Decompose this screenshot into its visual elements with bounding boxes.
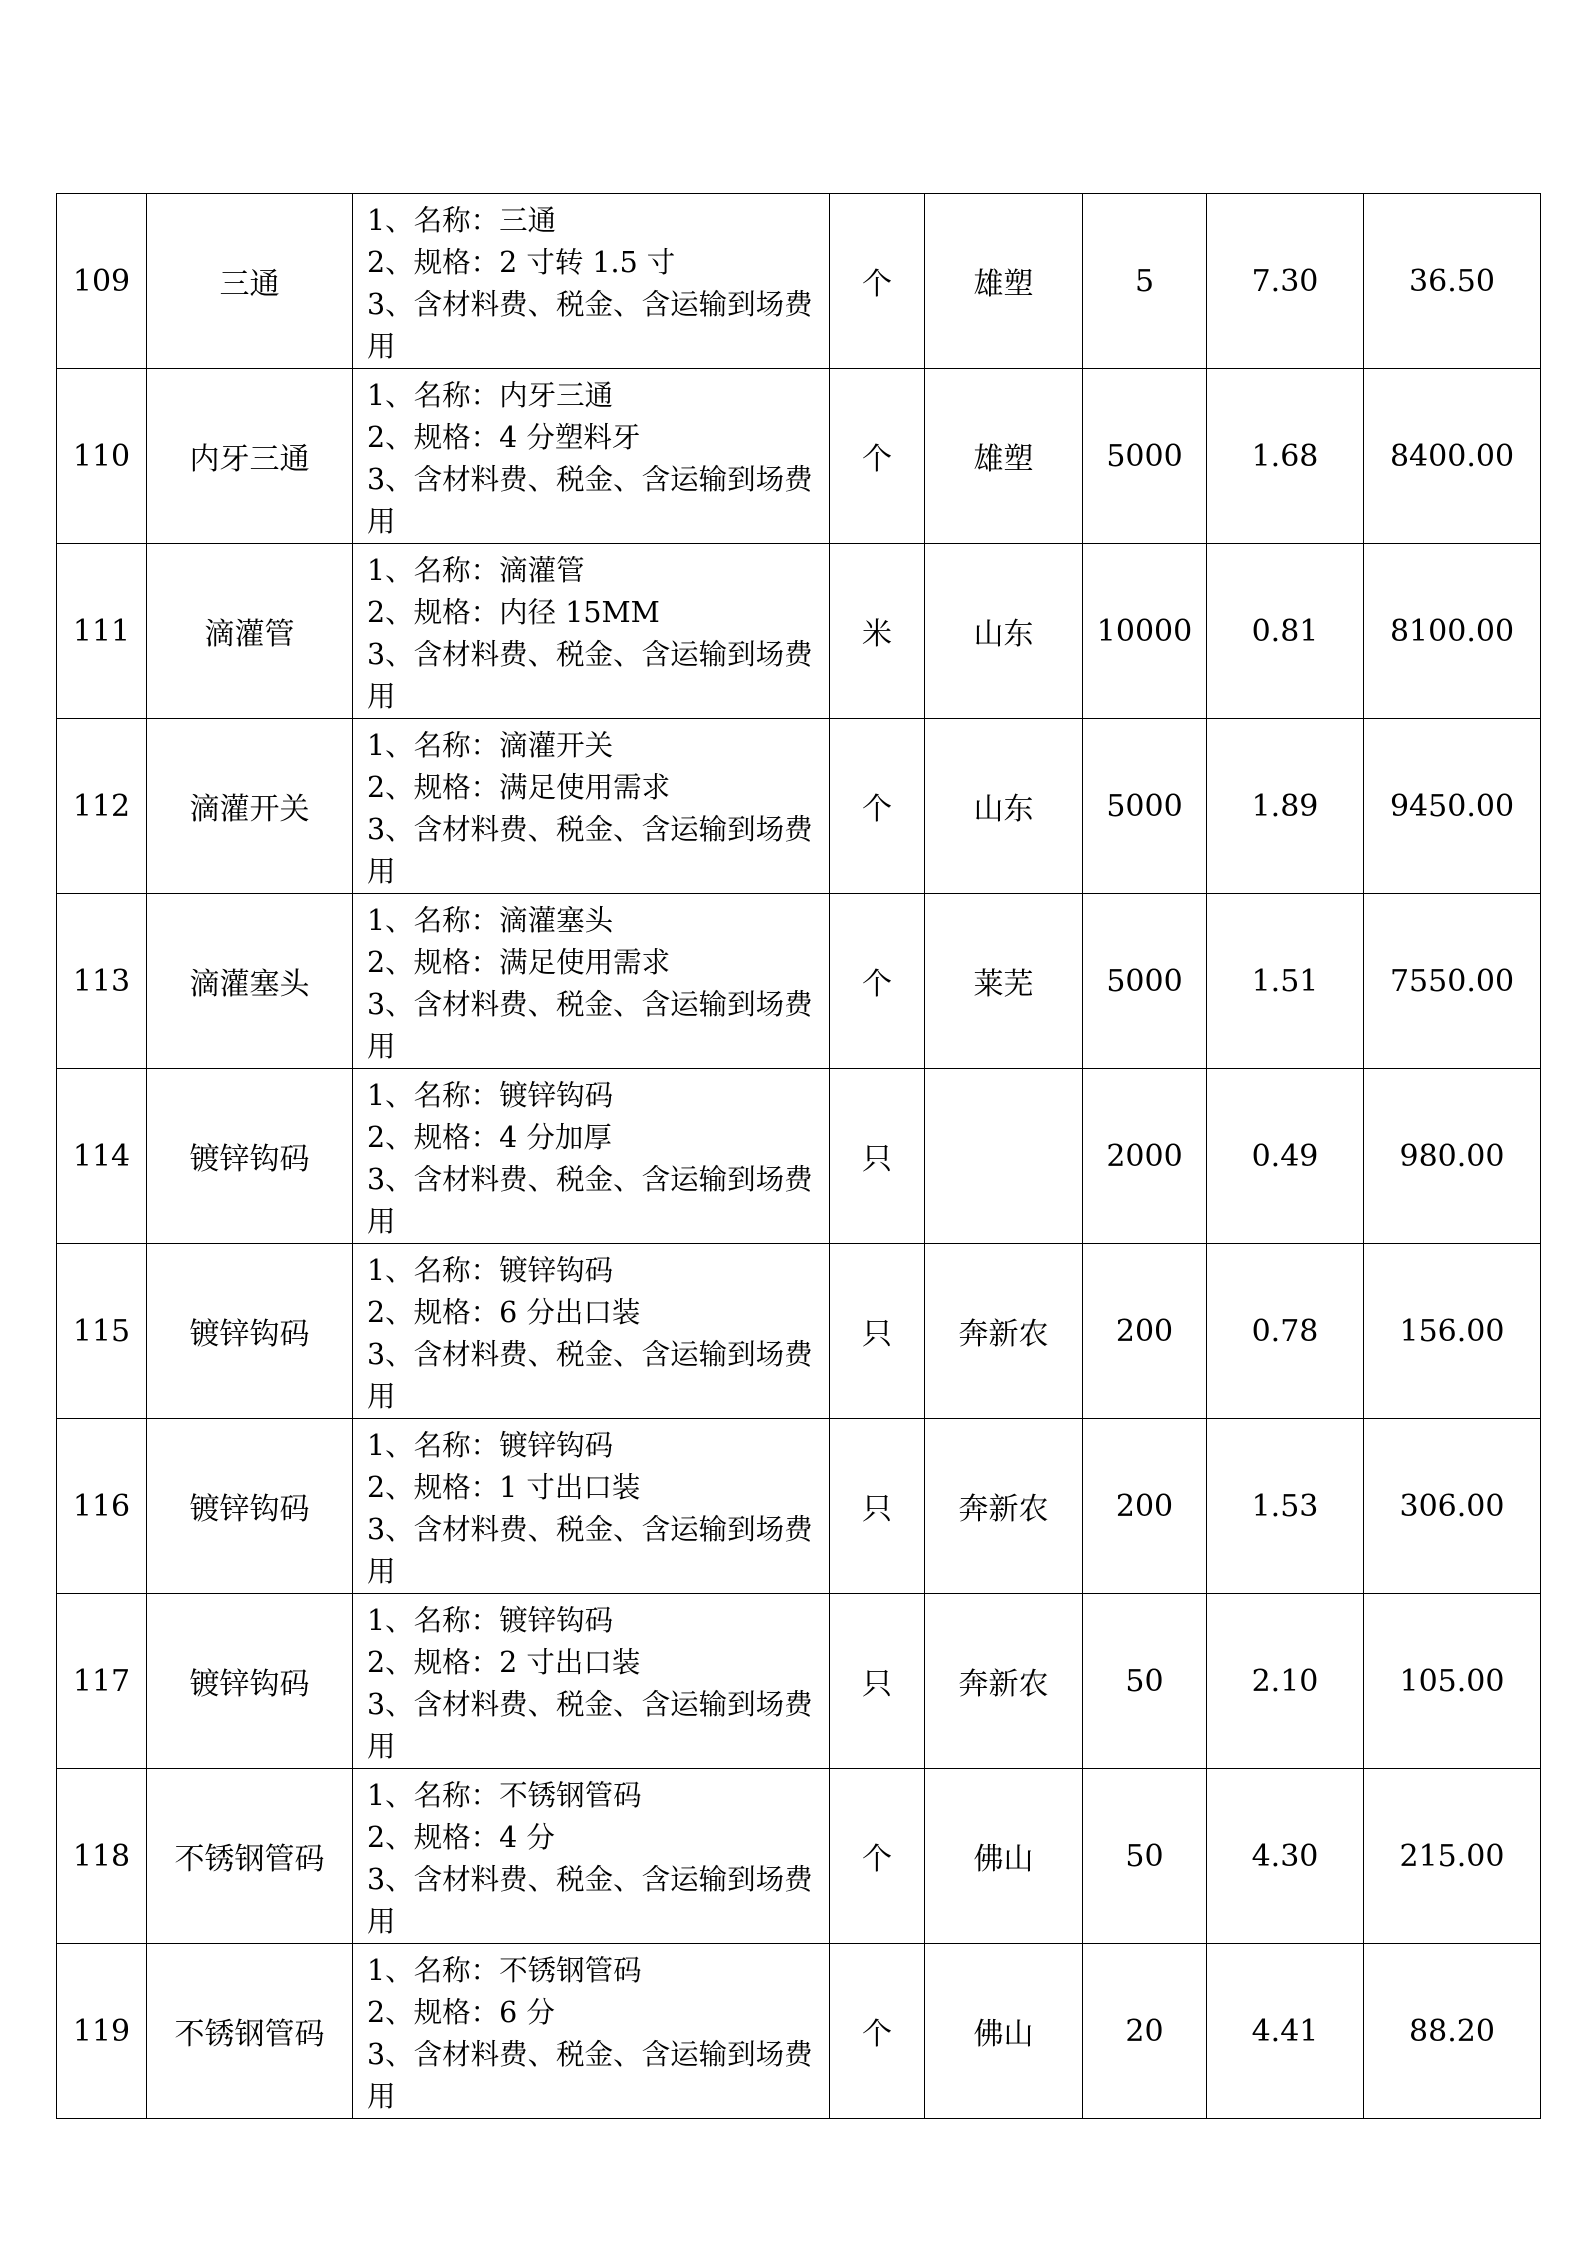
description-line: 用 (367, 1555, 396, 1588)
item-name-cell: 内牙三通 (147, 369, 353, 544)
description-line: 2、规格：6 分 (367, 1996, 555, 2029)
item-quantity-cell: 5000 (1083, 369, 1207, 544)
description-line: 1、名称：三通 (367, 204, 557, 237)
item-unit-price-cell: 2.10 (1207, 1594, 1364, 1769)
item-description-cell (353, 1419, 830, 1594)
item-unit-cell: 个 (830, 719, 925, 894)
description-line: 用 (367, 1380, 396, 1413)
description-line: 用 (367, 1030, 396, 1063)
description-line: 3、含材料费、税金、含运输到场费 (367, 813, 813, 846)
description-line: 1、名称：不锈钢管码 (367, 1779, 642, 1812)
description-line: 用 (367, 1905, 396, 1938)
item-brand-cell: 奔新农 (925, 1244, 1083, 1419)
item-number-cell: 115 (57, 1244, 147, 1419)
description-line: 2、规格：2 寸转 1.5 寸 (367, 246, 676, 279)
description-line: 3、含材料费、税金、含运输到场费 (367, 2038, 813, 2071)
item-unit-price-cell: 1.53 (1207, 1419, 1364, 1594)
description-line: 1、名称：滴灌管 (367, 554, 585, 587)
item-description-cell (353, 1594, 830, 1769)
description-line: 1、名称：镀锌钩码 (367, 1429, 614, 1462)
item-number-cell: 112 (57, 719, 147, 894)
item-unit-price-cell: 0.49 (1207, 1069, 1364, 1244)
description-line: 1、名称：镀锌钩码 (367, 1079, 614, 1112)
item-quantity-cell: 10000 (1083, 544, 1207, 719)
item-brand-cell: 雄塑 (925, 369, 1083, 544)
item-total-cell: 8100.00 (1364, 544, 1541, 719)
item-unit-price-cell: 0.81 (1207, 544, 1364, 719)
item-unit-price-cell: 1.68 (1207, 369, 1364, 544)
item-number-cell: 118 (57, 1769, 147, 1944)
item-brand-cell: 佛山 (925, 1944, 1083, 2119)
item-brand-cell: 山东 (925, 719, 1083, 894)
table-row (57, 894, 1541, 1069)
item-number-cell: 110 (57, 369, 147, 544)
description-line: 1、名称：镀锌钩码 (367, 1604, 614, 1637)
description-line: 1、名称：滴灌塞头 (367, 904, 614, 937)
item-total-cell: 88.20 (1364, 1944, 1541, 2119)
item-quantity-cell: 200 (1083, 1419, 1207, 1594)
item-name-cell: 滴灌管 (147, 544, 353, 719)
description-line: 3、含材料费、税金、含运输到场费 (367, 638, 813, 671)
item-unit-price-cell: 1.51 (1207, 894, 1364, 1069)
item-number-cell: 117 (57, 1594, 147, 1769)
item-brand-cell: 莱芜 (925, 894, 1083, 1069)
description-line: 3、含材料费、税金、含运输到场费 (367, 1688, 813, 1721)
description-line: 2、规格：满足使用需求 (367, 946, 671, 979)
item-table-body (57, 194, 1541, 2119)
description-line: 3、含材料费、税金、含运输到场费 (367, 1513, 813, 1546)
description-line: 用 (367, 855, 396, 888)
item-brand-cell: 奔新农 (925, 1594, 1083, 1769)
item-name-cell: 三通 (147, 194, 353, 369)
description-line: 1、名称：不锈钢管码 (367, 1954, 642, 1987)
item-quantity-cell: 2000 (1083, 1069, 1207, 1244)
item-total-cell: 306.00 (1364, 1419, 1541, 1594)
item-unit-cell: 米 (830, 544, 925, 719)
item-number-cell: 119 (57, 1944, 147, 2119)
description-line: 2、规格：1 寸出口装 (367, 1471, 641, 1504)
item-unit-price-cell: 7.30 (1207, 194, 1364, 369)
item-total-cell: 9450.00 (1364, 719, 1541, 894)
item-unit-price-cell: 4.41 (1207, 1944, 1364, 2119)
item-name-cell: 滴灌开关 (147, 719, 353, 894)
description-line: 用 (367, 1205, 396, 1238)
item-quantity-cell: 200 (1083, 1244, 1207, 1419)
description-line: 2、规格：2 寸出口装 (367, 1646, 641, 1679)
item-total-cell: 8400.00 (1364, 369, 1541, 544)
item-unit-cell: 只 (830, 1069, 925, 1244)
item-name-cell: 镀锌钩码 (147, 1419, 353, 1594)
item-description-cell (353, 894, 830, 1069)
item-brand-cell: 佛山 (925, 1769, 1083, 1944)
item-table (56, 193, 1541, 2119)
description-line: 3、含材料费、税金、含运输到场费 (367, 463, 813, 496)
table-row (57, 544, 1541, 719)
item-name-cell: 不锈钢管码 (147, 1944, 353, 2119)
item-unit-price-cell: 4.30 (1207, 1769, 1364, 1944)
item-unit-cell: 个 (830, 894, 925, 1069)
description-line: 用 (367, 2080, 396, 2113)
description-line: 1、名称：镀锌钩码 (367, 1254, 614, 1287)
item-unit-price-cell: 0.78 (1207, 1244, 1364, 1419)
description-line: 2、规格：内径 15MM (367, 596, 660, 629)
description-line: 3、含材料费、税金、含运输到场费 (367, 1338, 813, 1371)
item-number-cell: 111 (57, 544, 147, 719)
item-description-cell (353, 544, 830, 719)
item-unit-cell: 个 (830, 369, 925, 544)
item-description-cell (353, 369, 830, 544)
item-unit-cell: 只 (830, 1419, 925, 1594)
description-line: 用 (367, 1730, 396, 1763)
item-quantity-cell: 5000 (1083, 894, 1207, 1069)
description-line: 用 (367, 505, 396, 538)
item-description-cell (353, 1944, 830, 2119)
item-unit-price-cell: 1.89 (1207, 719, 1364, 894)
description-line: 3、含材料费、税金、含运输到场费 (367, 1163, 813, 1196)
item-total-cell: 980.00 (1364, 1069, 1541, 1244)
item-description-cell (353, 1244, 830, 1419)
item-name-cell: 镀锌钩码 (147, 1594, 353, 1769)
table-row (57, 1944, 1541, 2119)
item-unit-cell: 只 (830, 1594, 925, 1769)
item-number-cell: 114 (57, 1069, 147, 1244)
description-line: 2、规格：4 分塑料牙 (367, 421, 641, 454)
item-description-cell (353, 719, 830, 894)
description-line: 3、含材料费、税金、含运输到场费 (367, 988, 813, 1021)
item-description-cell (353, 194, 830, 369)
table-row (57, 1419, 1541, 1594)
description-line: 3、含材料费、税金、含运输到场费 (367, 1863, 813, 1896)
table-row (57, 1594, 1541, 1769)
item-total-cell: 105.00 (1364, 1594, 1541, 1769)
description-line: 1、名称：滴灌开关 (367, 729, 614, 762)
item-brand-cell: 奔新农 (925, 1419, 1083, 1594)
item-number-cell: 113 (57, 894, 147, 1069)
description-line: 用 (367, 330, 396, 363)
item-unit-cell: 个 (830, 194, 925, 369)
table-row (57, 719, 1541, 894)
item-description-cell (353, 1069, 830, 1244)
table-row (57, 369, 1541, 544)
description-line: 2、规格：满足使用需求 (367, 771, 671, 804)
item-unit-cell: 个 (830, 1769, 925, 1944)
table-row (57, 1069, 1541, 1244)
item-total-cell: 215.00 (1364, 1769, 1541, 1944)
item-brand-cell (925, 1069, 1083, 1244)
item-quantity-cell: 50 (1083, 1594, 1207, 1769)
description-line: 2、规格：4 分 (367, 1821, 555, 1854)
item-name-cell: 镀锌钩码 (147, 1069, 353, 1244)
table-row (57, 1769, 1541, 1944)
description-line: 3、含材料费、税金、含运输到场费 (367, 288, 813, 321)
table-row (57, 1244, 1541, 1419)
item-name-cell: 不锈钢管码 (147, 1769, 353, 1944)
item-total-cell: 156.00 (1364, 1244, 1541, 1419)
item-unit-cell: 个 (830, 1944, 925, 2119)
item-number-cell: 116 (57, 1419, 147, 1594)
table-row (57, 194, 1541, 369)
item-total-cell: 7550.00 (1364, 894, 1541, 1069)
item-number-cell: 109 (57, 194, 147, 369)
description-line: 1、名称：内牙三通 (367, 379, 614, 412)
item-unit-cell: 只 (830, 1244, 925, 1419)
description-line: 用 (367, 680, 396, 713)
item-brand-cell: 山东 (925, 544, 1083, 719)
item-name-cell: 镀锌钩码 (147, 1244, 353, 1419)
item-quantity-cell: 20 (1083, 1944, 1207, 2119)
item-total-cell: 36.50 (1364, 194, 1541, 369)
item-brand-cell: 雄塑 (925, 194, 1083, 369)
description-line: 2、规格：6 分出口装 (367, 1296, 641, 1329)
item-quantity-cell: 5 (1083, 194, 1207, 369)
item-name-cell: 滴灌塞头 (147, 894, 353, 1069)
description-line: 2、规格：4 分加厚 (367, 1121, 612, 1154)
item-quantity-cell: 50 (1083, 1769, 1207, 1944)
item-quantity-cell: 5000 (1083, 719, 1207, 894)
item-description-cell (353, 1769, 830, 1944)
